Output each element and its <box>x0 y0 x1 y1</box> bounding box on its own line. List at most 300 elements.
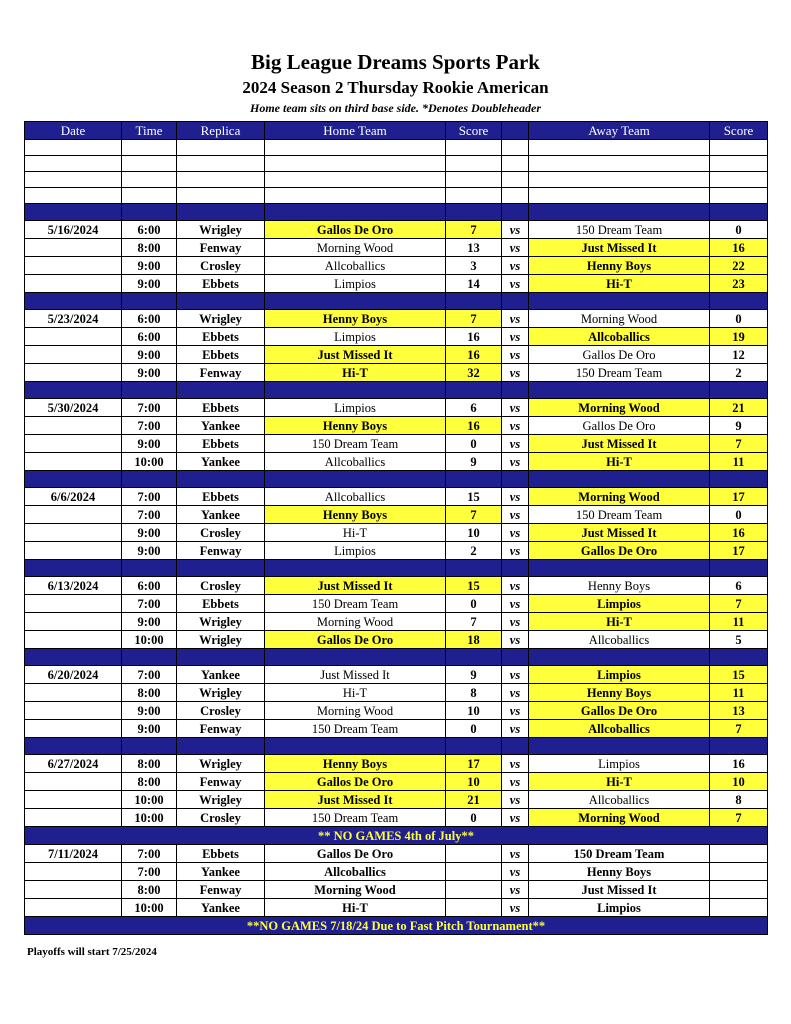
home-score-cell: 10 <box>446 773 502 791</box>
replica-cell: Wrigley <box>177 755 265 773</box>
date-cell: 6/13/2024 <box>25 577 122 595</box>
away-team-cell: Just Missed It <box>529 239 710 257</box>
empty-cell <box>710 471 768 488</box>
home-team-cell: Limpios <box>265 542 446 560</box>
date-cell <box>25 275 122 293</box>
empty-cell <box>265 156 446 172</box>
time-cell: 9:00 <box>122 524 177 542</box>
date-cell <box>25 613 122 631</box>
date-cell: 6/6/2024 <box>25 488 122 506</box>
empty-cell <box>446 188 502 204</box>
time-cell: 10:00 <box>122 791 177 809</box>
time-cell: 8:00 <box>122 239 177 257</box>
empty-cell <box>710 156 768 172</box>
time-cell: 9:00 <box>122 364 177 382</box>
home-team-cell: Gallos De Oro <box>265 845 446 863</box>
date-cell <box>25 364 122 382</box>
home-team-cell: Henny Boys <box>265 755 446 773</box>
vs-cell: vs <box>502 595 529 613</box>
replica-cell: Wrigley <box>177 791 265 809</box>
replica-cell: Ebbets <box>177 435 265 453</box>
game-row <box>25 863 768 881</box>
empty-cell <box>122 738 177 755</box>
empty-cell <box>265 560 446 577</box>
date-cell <box>25 809 122 827</box>
away-team-cell: Allcoballics <box>529 791 710 809</box>
empty-cell <box>710 204 768 221</box>
replica-cell: Ebbets <box>177 595 265 613</box>
away-team-cell: Limpios <box>529 595 710 613</box>
away-score-cell: 7 <box>710 809 768 827</box>
empty-cell <box>710 738 768 755</box>
vs-cell: vs <box>502 435 529 453</box>
empty-cell <box>122 156 177 172</box>
date-cell <box>25 881 122 899</box>
game-row <box>25 417 768 435</box>
empty-cell <box>529 382 710 399</box>
vs-cell: vs <box>502 613 529 631</box>
date-cell <box>25 346 122 364</box>
replica-cell: Ebbets <box>177 488 265 506</box>
empty-cell <box>122 471 177 488</box>
empty-cell <box>529 156 710 172</box>
home-score-cell: 13 <box>446 239 502 257</box>
away-team-cell: Gallos De Oro <box>529 417 710 435</box>
date-cell <box>25 631 122 649</box>
col-header-replica: Replica <box>177 122 265 140</box>
col-header-away-score: Score <box>710 122 768 140</box>
home-team-cell: Limpios <box>265 328 446 346</box>
empty-cell <box>265 382 446 399</box>
empty-cell <box>265 188 446 204</box>
date-cell: 5/30/2024 <box>25 399 122 417</box>
replica-cell: Fenway <box>177 720 265 738</box>
empty-cell <box>177 649 265 666</box>
away-team-cell: Morning Wood <box>529 310 710 328</box>
away-team-cell: 150 Dream Team <box>529 845 710 863</box>
empty-cell <box>446 140 502 156</box>
game-row <box>25 755 768 773</box>
away-team-cell: Henny Boys <box>529 257 710 275</box>
home-team-cell: Just Missed It <box>265 791 446 809</box>
game-row <box>25 221 768 239</box>
empty-cell <box>177 140 265 156</box>
empty-cell <box>25 293 122 310</box>
empty-cell <box>177 560 265 577</box>
empty-cell <box>122 188 177 204</box>
away-score-cell <box>710 863 768 881</box>
away-score-cell: 7 <box>710 720 768 738</box>
game-row <box>25 257 768 275</box>
home-score-cell: 6 <box>446 399 502 417</box>
time-cell: 8:00 <box>122 881 177 899</box>
home-score-cell: 2 <box>446 542 502 560</box>
date-cell <box>25 257 122 275</box>
vs-cell: vs <box>502 364 529 382</box>
empty-cell <box>502 140 529 156</box>
empty-cell <box>177 471 265 488</box>
away-score-cell: 0 <box>710 221 768 239</box>
away-score-cell: 11 <box>710 613 768 631</box>
empty-cell <box>122 382 177 399</box>
separator-row <box>25 382 768 399</box>
time-cell: 9:00 <box>122 542 177 560</box>
empty-cell <box>529 560 710 577</box>
time-cell: 7:00 <box>122 399 177 417</box>
date-cell <box>25 773 122 791</box>
date-cell <box>25 506 122 524</box>
home-team-cell: Morning Wood <box>265 702 446 720</box>
blank-row <box>25 156 768 172</box>
date-cell <box>25 524 122 542</box>
col-header-vs <box>502 122 529 140</box>
time-cell: 10:00 <box>122 899 177 917</box>
replica-cell: Fenway <box>177 542 265 560</box>
empty-cell <box>265 649 446 666</box>
game-row <box>25 524 768 542</box>
home-score-cell: 0 <box>446 809 502 827</box>
empty-cell <box>25 738 122 755</box>
away-team-cell: Hi-T <box>529 773 710 791</box>
time-cell: 9:00 <box>122 702 177 720</box>
replica-cell: Fenway <box>177 364 265 382</box>
away-score-cell: 7 <box>710 595 768 613</box>
game-row <box>25 631 768 649</box>
home-team-cell: Just Missed It <box>265 346 446 364</box>
empty-cell <box>25 140 122 156</box>
empty-cell <box>177 382 265 399</box>
time-cell: 8:00 <box>122 755 177 773</box>
date-cell <box>25 417 122 435</box>
replica-cell: Wrigley <box>177 684 265 702</box>
game-row <box>25 773 768 791</box>
time-cell: 9:00 <box>122 720 177 738</box>
away-score-cell: 11 <box>710 453 768 471</box>
empty-cell <box>122 140 177 156</box>
empty-cell <box>25 156 122 172</box>
vs-cell: vs <box>502 631 529 649</box>
away-score-cell <box>710 845 768 863</box>
vs-cell: vs <box>502 720 529 738</box>
game-row <box>25 239 768 257</box>
empty-cell <box>446 293 502 310</box>
final-notice-cell: **NO GAMES 7/18/24 Due to Fast Pitch Tournament** <box>25 917 768 935</box>
game-row <box>25 791 768 809</box>
away-score-cell: 11 <box>710 684 768 702</box>
empty-cell <box>25 382 122 399</box>
away-team-cell: Henny Boys <box>529 863 710 881</box>
vs-cell: vs <box>502 488 529 506</box>
home-score-cell: 32 <box>446 364 502 382</box>
date-cell <box>25 595 122 613</box>
vs-cell: vs <box>502 899 529 917</box>
time-cell: 9:00 <box>122 346 177 364</box>
home-team-cell: Allcoballics <box>265 257 446 275</box>
date-cell <box>25 702 122 720</box>
empty-cell <box>265 172 446 188</box>
game-row <box>25 542 768 560</box>
home-score-cell: 15 <box>446 488 502 506</box>
date-cell <box>25 899 122 917</box>
home-team-cell: Allcoballics <box>265 488 446 506</box>
away-team-cell: Henny Boys <box>529 577 710 595</box>
blank-row <box>25 188 768 204</box>
away-score-cell: 22 <box>710 257 768 275</box>
home-team-cell: Morning Wood <box>265 239 446 257</box>
home-score-cell: 7 <box>446 221 502 239</box>
empty-cell <box>710 172 768 188</box>
home-team-cell: 150 Dream Team <box>265 720 446 738</box>
vs-cell: vs <box>502 399 529 417</box>
home-team-cell: 150 Dream Team <box>265 809 446 827</box>
away-score-cell <box>710 899 768 917</box>
home-team-cell: Gallos De Oro <box>265 631 446 649</box>
game-row <box>25 613 768 631</box>
home-score-cell: 16 <box>446 417 502 435</box>
replica-cell: Crosley <box>177 702 265 720</box>
vs-cell: vs <box>502 453 529 471</box>
empty-cell <box>446 649 502 666</box>
away-team-cell: Just Missed It <box>529 881 710 899</box>
empty-cell <box>502 204 529 221</box>
page-subtitle: 2024 Season 2 Thursday Rookie American <box>242 78 549 97</box>
away-score-cell: 13 <box>710 702 768 720</box>
game-row <box>25 666 768 684</box>
home-score-cell: 0 <box>446 595 502 613</box>
vs-cell: vs <box>502 310 529 328</box>
empty-cell <box>446 471 502 488</box>
time-cell: 9:00 <box>122 435 177 453</box>
home-team-cell: Henny Boys <box>265 417 446 435</box>
blank-row <box>25 140 768 156</box>
header-row <box>25 122 768 140</box>
empty-cell <box>710 293 768 310</box>
home-score-cell: 10 <box>446 702 502 720</box>
game-row <box>25 328 768 346</box>
away-team-cell: Allcoballics <box>529 328 710 346</box>
replica-cell: Fenway <box>177 881 265 899</box>
final-notice-row <box>25 917 768 935</box>
time-cell: 10:00 <box>122 453 177 471</box>
replica-cell: Ebbets <box>177 328 265 346</box>
col-header-time: Time <box>122 122 177 140</box>
time-cell: 8:00 <box>122 684 177 702</box>
empty-cell <box>25 471 122 488</box>
vs-cell: vs <box>502 809 529 827</box>
game-row <box>25 684 768 702</box>
empty-cell <box>502 156 529 172</box>
home-team-cell: Hi-T <box>265 899 446 917</box>
away-team-cell: Just Missed It <box>529 435 710 453</box>
home-team-cell: 150 Dream Team <box>265 435 446 453</box>
away-score-cell: 23 <box>710 275 768 293</box>
empty-cell <box>529 172 710 188</box>
replica-cell: Yankee <box>177 453 265 471</box>
vs-cell: vs <box>502 506 529 524</box>
game-row <box>25 809 768 827</box>
home-team-cell: Allcoballics <box>265 863 446 881</box>
away-score-cell: 19 <box>710 328 768 346</box>
empty-cell <box>529 738 710 755</box>
vs-cell: vs <box>502 346 529 364</box>
date-cell <box>25 453 122 471</box>
empty-cell <box>710 382 768 399</box>
away-team-cell: Hi-T <box>529 275 710 293</box>
away-score-cell: 2 <box>710 364 768 382</box>
date-cell <box>25 684 122 702</box>
time-cell: 9:00 <box>122 257 177 275</box>
replica-cell: Fenway <box>177 773 265 791</box>
time-cell: 7:00 <box>122 488 177 506</box>
time-cell: 7:00 <box>122 417 177 435</box>
vs-cell: vs <box>502 542 529 560</box>
separator-row <box>25 293 768 310</box>
date-cell <box>25 328 122 346</box>
notice-row <box>25 827 768 845</box>
empty-cell <box>265 204 446 221</box>
home-score-cell: 14 <box>446 275 502 293</box>
date-cell <box>25 435 122 453</box>
vs-cell: vs <box>502 221 529 239</box>
replica-cell: Ebbets <box>177 399 265 417</box>
replica-cell: Wrigley <box>177 310 265 328</box>
replica-cell: Yankee <box>177 666 265 684</box>
time-cell: 7:00 <box>122 595 177 613</box>
away-score-cell: 9 <box>710 417 768 435</box>
home-team-cell: 150 Dream Team <box>265 595 446 613</box>
separator-row <box>25 560 768 577</box>
time-cell: 8:00 <box>122 773 177 791</box>
home-team-cell: Just Missed It <box>265 666 446 684</box>
separator-row <box>25 649 768 666</box>
empty-cell <box>122 204 177 221</box>
time-cell: 6:00 <box>122 577 177 595</box>
home-team-cell: Hi-T <box>265 684 446 702</box>
empty-cell <box>710 140 768 156</box>
home-score-cell <box>446 845 502 863</box>
date-cell: 6/27/2024 <box>25 755 122 773</box>
game-row <box>25 845 768 863</box>
time-cell: 6:00 <box>122 328 177 346</box>
empty-cell <box>122 649 177 666</box>
vs-cell: vs <box>502 881 529 899</box>
vs-cell: vs <box>502 773 529 791</box>
home-score-cell: 7 <box>446 310 502 328</box>
home-team-cell: Hi-T <box>265 524 446 542</box>
game-row <box>25 595 768 613</box>
home-score-cell: 9 <box>446 453 502 471</box>
blank-row <box>25 172 768 188</box>
empty-cell <box>25 560 122 577</box>
time-cell: 6:00 <box>122 310 177 328</box>
empty-cell <box>529 471 710 488</box>
away-score-cell: 6 <box>710 577 768 595</box>
date-cell <box>25 542 122 560</box>
time-cell: 7:00 <box>122 863 177 881</box>
empty-cell <box>529 188 710 204</box>
empty-cell <box>502 738 529 755</box>
away-team-cell: Morning Wood <box>529 809 710 827</box>
empty-cell <box>502 560 529 577</box>
vs-cell: vs <box>502 845 529 863</box>
empty-cell <box>710 649 768 666</box>
col-header-away-team: Away Team <box>529 122 710 140</box>
empty-cell <box>177 172 265 188</box>
empty-cell <box>177 188 265 204</box>
date-cell: 5/23/2024 <box>25 310 122 328</box>
empty-cell <box>265 738 446 755</box>
replica-cell: Crosley <box>177 577 265 595</box>
away-team-cell: Hi-T <box>529 613 710 631</box>
game-row <box>25 488 768 506</box>
date-cell <box>25 239 122 257</box>
empty-cell <box>710 188 768 204</box>
empty-cell <box>446 560 502 577</box>
empty-cell <box>177 738 265 755</box>
date-cell <box>25 720 122 738</box>
empty-cell <box>122 293 177 310</box>
away-team-cell: Gallos De Oro <box>529 346 710 364</box>
home-team-cell: Morning Wood <box>265 881 446 899</box>
away-score-cell: 17 <box>710 488 768 506</box>
empty-cell <box>446 172 502 188</box>
replica-cell: Ebbets <box>177 845 265 863</box>
home-score-cell: 15 <box>446 577 502 595</box>
game-row <box>25 702 768 720</box>
away-score-cell <box>710 881 768 899</box>
col-header-home-team: Home Team <box>265 122 446 140</box>
empty-cell <box>25 188 122 204</box>
page-note: Home team sits on third base side. *Denotes Doubleheader <box>250 101 541 115</box>
game-row <box>25 899 768 917</box>
away-score-cell: 15 <box>710 666 768 684</box>
vs-cell: vs <box>502 755 529 773</box>
time-cell: 7:00 <box>122 845 177 863</box>
game-row <box>25 720 768 738</box>
game-row <box>25 577 768 595</box>
game-row <box>25 310 768 328</box>
empty-cell <box>25 204 122 221</box>
home-team-cell: Allcoballics <box>265 453 446 471</box>
empty-cell <box>529 140 710 156</box>
replica-cell: Crosley <box>177 524 265 542</box>
game-row <box>25 435 768 453</box>
home-score-cell: 21 <box>446 791 502 809</box>
home-team-cell: Gallos De Oro <box>265 221 446 239</box>
away-score-cell: 8 <box>710 791 768 809</box>
date-cell <box>25 791 122 809</box>
home-team-cell: Limpios <box>265 275 446 293</box>
empty-cell <box>177 204 265 221</box>
home-score-cell: 8 <box>446 684 502 702</box>
empty-cell <box>502 188 529 204</box>
away-score-cell: 7 <box>710 435 768 453</box>
replica-cell: Wrigley <box>177 631 265 649</box>
empty-cell <box>177 293 265 310</box>
away-team-cell: Limpios <box>529 899 710 917</box>
vs-cell: vs <box>502 275 529 293</box>
game-row <box>25 364 768 382</box>
time-cell: 9:00 <box>122 275 177 293</box>
home-score-cell: 16 <box>446 328 502 346</box>
notice-cell: ** NO GAMES 4th of July** <box>25 827 768 845</box>
away-team-cell: 150 Dream Team <box>529 221 710 239</box>
date-cell <box>25 863 122 881</box>
replica-cell: Crosley <box>177 257 265 275</box>
replica-cell: Yankee <box>177 899 265 917</box>
empty-cell <box>502 172 529 188</box>
away-score-cell: 16 <box>710 524 768 542</box>
